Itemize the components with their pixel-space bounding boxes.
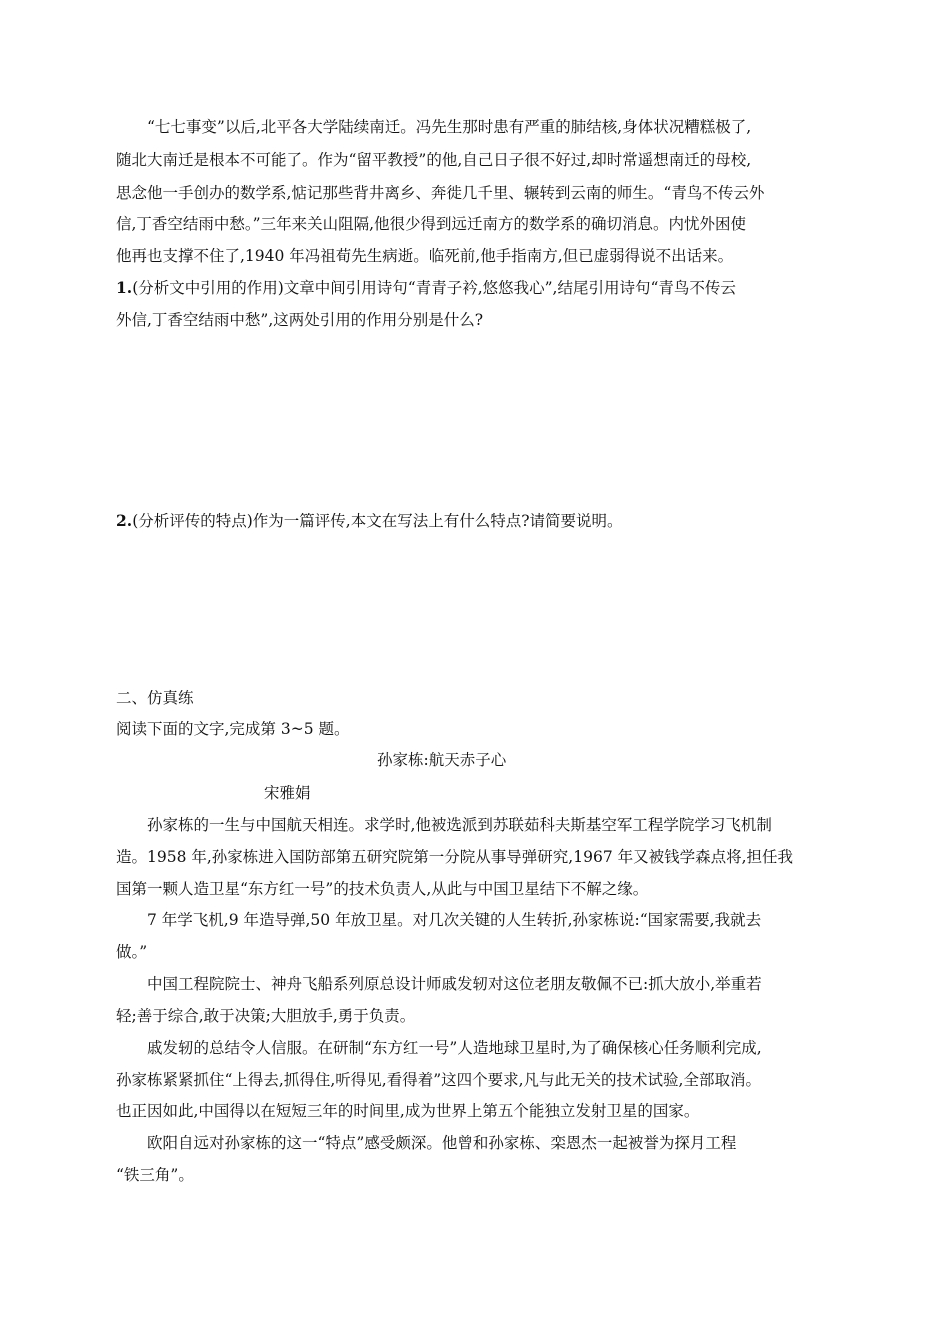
passage-line: 他再也支撑不住了,1940 年冯祖荀先生病逝。临死前,他手指南方,但已虚弱得说不出话来。 xyxy=(116,247,734,265)
passage-line: 信,丁香空结雨中愁。”三年来关山阻隔,他很少得到远迁南方的数学系的确切消息。内忧外困使 xyxy=(116,215,747,233)
article-line: 孙家栋紧紧抓住“上得去,抓得住,听得见,看得着”这四个要求,凡与此无关的技术试验,全部取消。 xyxy=(116,1071,761,1089)
article-line: 7 年学飞机,9 年造导弹,50 年放卫星。对几次关键的人生转折,孙家栋说:“国家需要,我就去 xyxy=(147,911,762,929)
question-number: 2. xyxy=(116,511,133,530)
article-line: 欧阳自远对孙家栋的这一“特点”感受颇深。他曾和孙家栋、栾恩杰一起被誉为探月工程 xyxy=(147,1134,737,1152)
question-number: 1. xyxy=(116,278,133,297)
question-text: (分析文中引用的作用)文章中间引用诗句“青青子衿,悠悠我心”,结尾引用诗句“青鸟不传云 xyxy=(132,279,736,297)
passage-line: “七七事变”以后,北平各大学陆续南迁。冯先生那时患有严重的肺结核,身体状况糟糕极了, xyxy=(147,118,752,136)
article-line: 造。1958 年,孙家栋进入国防部第五研究院第一分院从事导弹研究,1967 年又被钱学森点将,担任我 xyxy=(116,848,794,866)
article-line: “铁三角”。 xyxy=(116,1166,194,1184)
article-line: 孙家栋的一生与中国航天相连。求学时,他被选派到苏联茹科夫斯基空军工程学院学习飞机制 xyxy=(147,816,772,834)
question-text: (分析评传的特点)作为一篇评传,本文在写法上有什么特点?请简要说明。 xyxy=(132,512,623,530)
article-line: 也正因如此,中国得以在短短三年的时间里,成为世界上第五个能独立发射卫星的国家。 xyxy=(116,1102,700,1120)
question-1 xyxy=(116,278,736,298)
article-line: 中国工程院院士、神舟飞船系列原总设计师戚发轫对这位老朋友敬佩不已:抓大放小,举重若 xyxy=(147,975,762,993)
article-line: 做。” xyxy=(116,943,148,961)
section-instruction: 阅读下面的文字,完成第 3~5 题。 xyxy=(116,720,350,738)
question-2 xyxy=(116,511,623,531)
passage-line: 思念他一手创办的数学系,惦记那些背井离乡、奔徙几千里、辗转到云南的师生。“青鸟不传云外 xyxy=(116,184,765,202)
article-title: 孙家栋:航天赤子心 xyxy=(377,751,507,769)
passage-line: 随北大南迁是根本不可能了。作为“留平教授”的他,自己日子很不好过,却时常遥想南迁的母校, xyxy=(116,151,752,169)
article-line: 戚发轫的总结令人信服。在研制“东方红一号”人造地球卫星时,为了确保核心任务顺利完成, xyxy=(147,1039,762,1057)
question-1-continued: 外信,丁香空结雨中愁”,这两处引用的作用分别是什么? xyxy=(116,311,484,329)
article-author: 宋雅娟 xyxy=(264,784,311,802)
article-line: 国第一颗人造卫星“东方红一号”的技术负责人,从此与中国卫星结下不解之缘。 xyxy=(116,880,649,898)
article-line: 轻;善于综合,敢于决策;大胆放手,勇于负责。 xyxy=(116,1007,416,1025)
section-heading: 二、仿真练 xyxy=(116,689,194,707)
